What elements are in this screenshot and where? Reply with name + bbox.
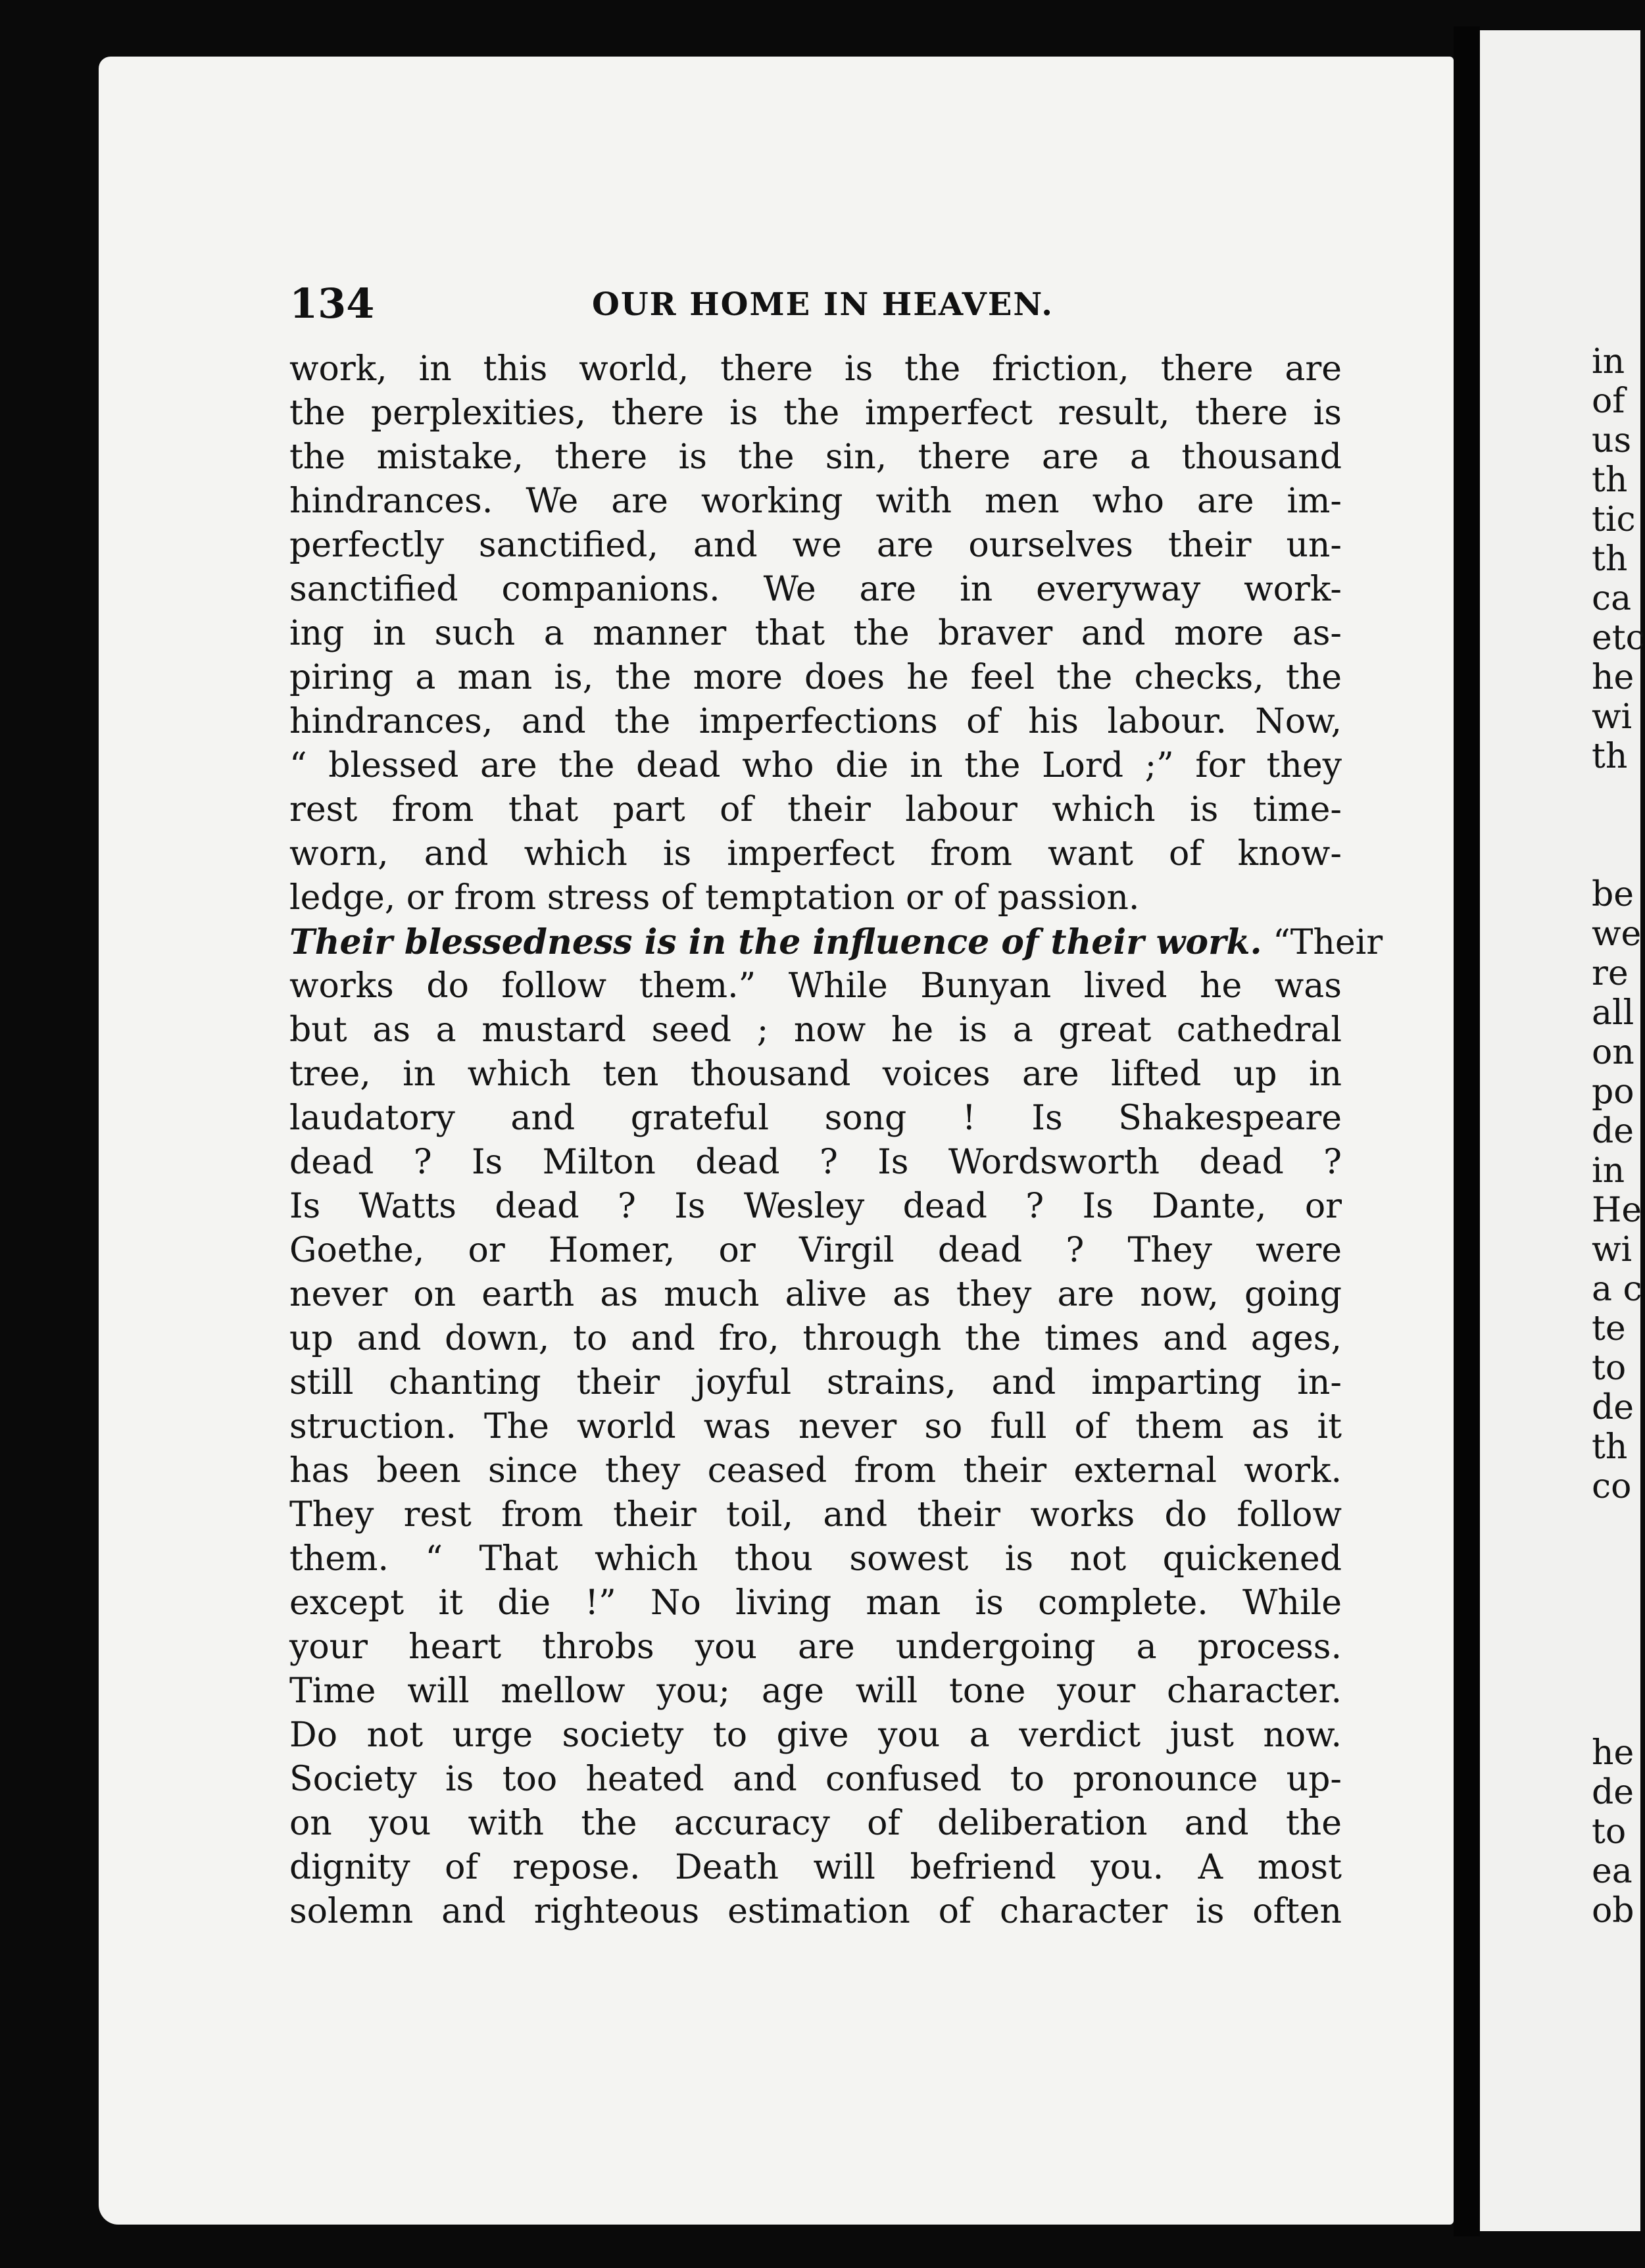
text-line <box>289 612 1342 656</box>
line-text: laudatory and grateful song ! Is Shakespeare <box>289 1098 1342 1138</box>
line-text: your heart throbs you are undergoing a process. <box>289 1627 1342 1667</box>
line-text: hindrances, and the imperfections of his labour. Now, <box>289 702 1342 741</box>
text-line <box>289 1097 1342 1141</box>
text-line <box>289 876 1342 920</box>
text-line <box>289 1493 1342 1537</box>
facing-page-fragment: of <box>1592 382 1625 421</box>
text-line <box>289 1185 1342 1229</box>
facing-page-fragment: de <box>1592 1112 1634 1151</box>
facing-page-fragment: be <box>1592 875 1634 914</box>
line-text: Is Watts dead ? Is Wesley dead ? Is Dante, or <box>289 1187 1342 1226</box>
text-line <box>289 656 1342 700</box>
text-line <box>289 832 1342 876</box>
text-line <box>289 1802 1342 1846</box>
running-head <box>289 280 1355 332</box>
line-text: them. “ That which thou sowest is not quickened <box>289 1539 1342 1579</box>
facing-page-fragment: tic <box>1592 500 1636 539</box>
facing-page-fragment: te <box>1592 1309 1626 1348</box>
line-text: dead ? Is Milton dead ? Is Wordsworth dead ? <box>289 1143 1342 1182</box>
facing-page-fragment: wi <box>1592 697 1633 737</box>
line-text: hindrances. We are working with men who are im- <box>289 481 1342 521</box>
italic-heading: Their blessedness is in the influence of their work. <box>289 922 1262 962</box>
facing-page-fragment: th <box>1592 460 1628 500</box>
line-text: the mistake, there is the sin, there are a thousand <box>289 437 1342 477</box>
facing-page-fragments-top <box>1592 342 1645 776</box>
line-text: ledge, or from stress of temptation or of passion. <box>289 878 1140 918</box>
line-text: up and down, to and fro, through the times and ages, <box>289 1319 1342 1358</box>
text-line <box>289 1361 1342 1405</box>
facing-page-fragment: he <box>1592 1733 1634 1773</box>
text-line <box>289 1890 1342 1934</box>
text-line <box>289 1846 1342 1890</box>
facing-page-fragment: wi <box>1592 1230 1633 1270</box>
line-text: tree, in which ten thousand voices are lifted up in <box>289 1054 1342 1094</box>
line-text: solemn and righteous estimation of character is often <box>289 1892 1342 1931</box>
facing-page-fragment: in <box>1592 1151 1625 1191</box>
text-line <box>289 1449 1342 1493</box>
facing-page-fragment: he <box>1592 658 1634 697</box>
text-line <box>289 1273 1342 1317</box>
text-line <box>289 347 1342 391</box>
facing-page-fragments-middle <box>1592 875 1640 1506</box>
line-text: never on earth as much alive as they are now, going <box>289 1275 1342 1314</box>
facing-page-fragment: co <box>1592 1467 1632 1506</box>
text-line <box>289 1317 1342 1361</box>
line-text: the perplexities, there is the imperfect result, there is <box>289 393 1342 433</box>
line-text: struction. The world was never so full of them as it <box>289 1407 1342 1446</box>
facing-page-fragment: ob <box>1592 1891 1634 1931</box>
text-line <box>289 920 1383 964</box>
text-line <box>289 788 1342 832</box>
text-line <box>289 1052 1342 1097</box>
line-text: except it die !” No living man is complete. While <box>289 1583 1342 1623</box>
text-line <box>289 435 1342 480</box>
facing-page-fragment: th <box>1592 539 1628 579</box>
line-text: Time will mellow you; age will tone your character. <box>289 1671 1342 1711</box>
facing-page-fragment: ca <box>1592 579 1632 618</box>
facing-page-fragment: on <box>1592 1033 1634 1072</box>
text-line <box>289 1008 1342 1052</box>
facing-page-fragment: us <box>1592 421 1632 460</box>
running-title: OUR HOME IN HEAVEN. <box>592 286 1054 323</box>
line-text: has been since they ceased from their external work. <box>289 1451 1342 1491</box>
text-line <box>289 1537 1342 1581</box>
book-gutter <box>1454 26 1480 2236</box>
line-text: Do not urge society to give you a verdict just now. <box>289 1715 1342 1755</box>
page-number: 134 <box>289 280 375 328</box>
text-line <box>289 524 1342 568</box>
text-line <box>289 700 1342 744</box>
text-line <box>289 568 1342 612</box>
line-text: They rest from their toil, and their works do follow <box>289 1495 1342 1535</box>
line-text: perfectly sanctified, and we are ourselves their un- <box>289 526 1342 565</box>
text-line <box>289 391 1342 435</box>
facing-page-fragments-bottom <box>1592 1733 1640 1931</box>
facing-page-fragment: th <box>1592 1427 1628 1467</box>
line-text: but as a mustard seed ; now he is a great cathedral <box>289 1010 1342 1050</box>
facing-page-fragment: all <box>1592 993 1634 1033</box>
facing-page-fragment: th <box>1592 737 1628 776</box>
text-line <box>289 1141 1342 1185</box>
line-text: work, in this world, there is the friction, there are <box>289 349 1342 389</box>
text-line <box>289 480 1342 524</box>
facing-page-fragment: He <box>1592 1191 1642 1230</box>
line-text: rest from that part of their labour which is time- <box>289 790 1342 829</box>
text-line <box>289 1758 1342 1802</box>
body-text <box>289 347 1383 1934</box>
line-text: ing in such a manner that the braver and more as- <box>289 614 1342 653</box>
facing-page-fragment: de <box>1592 1388 1634 1427</box>
facing-page-fragment: we <box>1592 914 1642 954</box>
line-text: dignity of repose. Death will befriend you. A most <box>289 1848 1342 1887</box>
text-line <box>289 964 1342 1008</box>
line-text: Society is too heated and confused to pronounce up- <box>289 1760 1342 1799</box>
facing-page-fragment: to <box>1592 1348 1627 1388</box>
facing-page-fragment: po <box>1592 1072 1634 1112</box>
facing-page-fragment: ea <box>1592 1852 1633 1891</box>
text-line <box>289 1669 1342 1713</box>
facing-page-fragment: to <box>1592 1812 1627 1852</box>
text-line <box>289 1405 1342 1449</box>
line-text: on you with the accuracy of deliberation and the <box>289 1804 1342 1843</box>
text-line <box>289 1713 1342 1758</box>
facing-page-fragment: in <box>1592 342 1625 382</box>
line-text: sanctified companions. We are in everyway work- <box>289 570 1342 609</box>
line-text: piring a man is, the more does he feel the checks, the <box>289 658 1342 697</box>
text-line <box>289 1229 1342 1273</box>
line-text: still chanting their joyful strains, and imparting in- <box>289 1363 1342 1402</box>
text-line <box>289 1581 1342 1625</box>
text-line <box>289 744 1342 788</box>
text-line <box>289 1625 1342 1669</box>
facing-page-fragment: a c <box>1592 1270 1642 1309</box>
line-text: works do follow them.” While Bunyan lived he was <box>289 966 1342 1006</box>
line-text: Goethe, or Homer, or Virgil dead ? They were <box>289 1231 1342 1270</box>
line-text: “ blessed are the dead who die in the Lord ;” for they <box>289 746 1342 785</box>
facing-page-fragment: de <box>1592 1773 1634 1812</box>
facing-page-fragment: etc <box>1592 618 1645 658</box>
line-text: worn, and which is imperfect from want of know- <box>289 834 1342 874</box>
facing-page-fragment: re <box>1592 954 1629 993</box>
line-text: “Their <box>1262 923 1383 962</box>
